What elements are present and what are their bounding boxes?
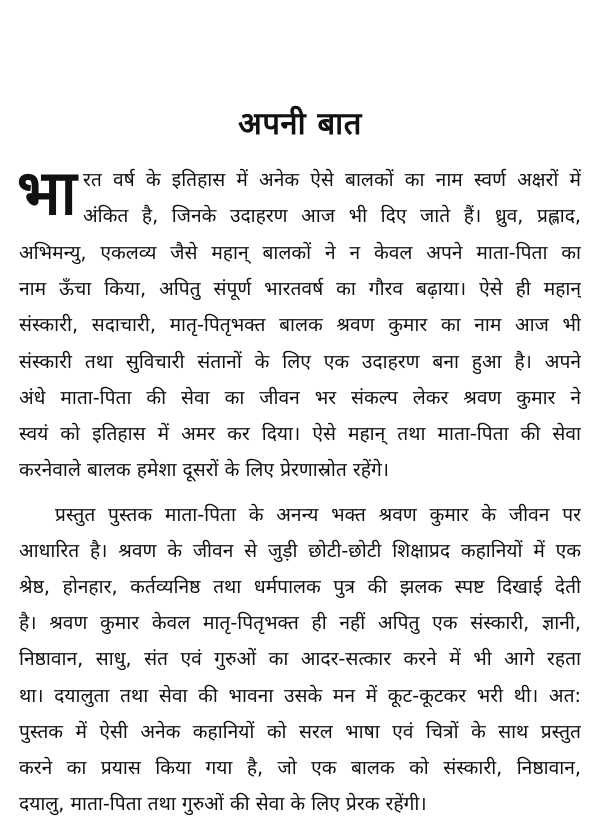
paragraph-line: था। दयालुता तथा सेवा की भावना उसके मन में कूट-कूटकर भरी थी। अत: — [19, 684, 581, 707]
paragraph-line: आधारित है। श्रवण के जीवन से जुड़ी छोटी-छोटी शिक्षाप्रद कहानियों में एक — [19, 539, 581, 562]
page-title: अपनी बात — [238, 106, 362, 142]
paragraph-line: करने का प्रयास किया गया है, जो एक बालक को संस्कारी, निष्ठावान, — [19, 756, 581, 779]
paragraph-line: रत वर्ष के इतिहास में अनेक ऐसे बालकों का नाम स्वर्ण अक्षरों में — [83, 168, 581, 191]
paragraph-line: है। श्रवण कुमार केवल मातृ-पितृभक्त ही नहीं अपितु एक संस्कारी, ज्ञानी, — [19, 611, 581, 634]
paragraph-line: स्वयं को इतिहास में अमर कर दिया। ऐसे महान् तथा माता-पिता की सेवा — [19, 422, 581, 445]
paragraph-line: संस्कारी, सदाचारी, मातृ-पितृभक्त बालक श्रवण कुमार का नाम आज भी — [19, 313, 581, 336]
paragraph-line: अंकित है, जिनके उदाहरण आज भी दिए जाते हैं। ध्रुव, प्रह्लाद, — [83, 204, 581, 227]
paragraph-line: संस्कारी तथा सुविचारी संतानों के लिए एक उदाहरण बना हुआ है। अपने — [19, 350, 581, 373]
paragraph-line: प्रस्तुत पुस्तक माता-पिता के अनन्य भक्त श्रवण कुमार के जीवन पर — [55, 503, 581, 526]
paragraph-line: पुस्तक में ऐसी अनेक कहानियों को सरल भाषा एवं चित्रों के साथ प्रस्तुत — [19, 720, 581, 743]
drop-cap: भा — [17, 156, 77, 229]
paragraph-line: नाम ऊँचा किया, अपितु संपूर्ण भारतवर्ष का गौरव बढ़ाया। ऐसे ही महान् — [19, 277, 581, 300]
paragraph-line: करनेवाले बालक हमेशा दूसरों के लिए प्रेरणास्रोत रहेंगे। — [19, 458, 390, 481]
paragraph-line: श्रेष्ठ, होनहार, कर्तव्यनिष्ठ तथा धर्मपालक पुत्र की झलक स्पष्ट दिखाई देती — [19, 575, 581, 598]
paragraph-line: दयालु, माता-पिता तथा गुरुओं की सेवा के लिए प्रेरक रहेंगी। — [19, 792, 427, 815]
paragraph-line: निष्ठावान, साधु, संत एवं गुरुओं का आदर-सत्कार करने में भी आगे रहता — [19, 647, 581, 670]
paragraph-line: अभिमन्यु, एकलव्य जैसे महान् बालकों ने न केवल अपने माता-पिता का — [19, 241, 581, 264]
paragraph-line: अंधे माता-पिता की सेवा का जीवन भर संकल्प लेकर श्रवण कुमार ने — [19, 386, 581, 409]
